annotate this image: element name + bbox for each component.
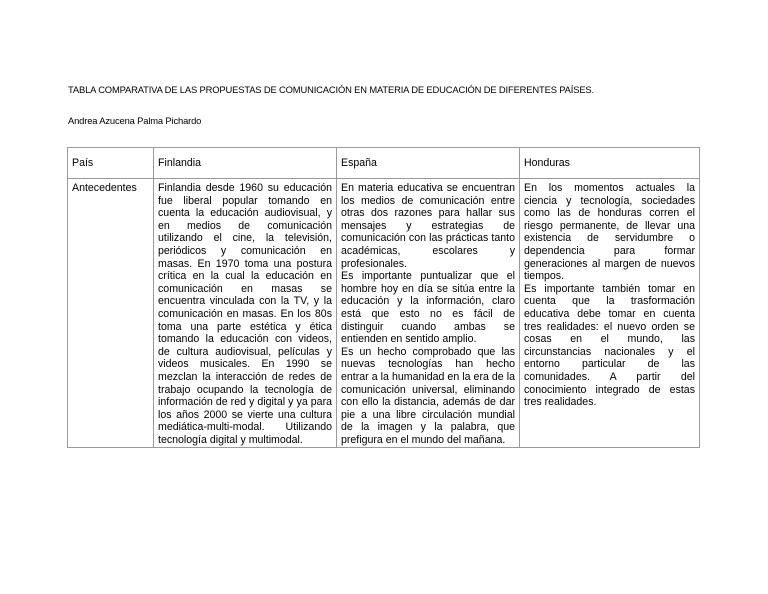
table-row-antecedentes	[68, 179, 700, 448]
comparison-table	[67, 147, 700, 448]
honduras-paragraph-2: Es importante también tomar en cuenta que la trasformación educativa debe tomar en cuenta tres realidades: el nuevo orden se cosas en el mundo, las circunstancias nacionales y el entorno particular de las comunidades. A partir del conocimiento integrado de estas tres realidades.	[524, 282, 695, 409]
cell-honduras	[520, 179, 700, 448]
row-label-antecedentes: Antecedentes	[68, 179, 154, 448]
espana-paragraph-1: En materia educativa se encuentran los medios de comunicación entre otras dos razones para hallar sus mensajes y estrategias de comunicación con las prácticas tanto académicas, escolares y profesionales.	[341, 182, 515, 270]
header-honduras: Honduras	[520, 148, 700, 179]
header-finlandia: Finlandia	[154, 148, 337, 179]
espana-paragraph-2: Es importante puntualizar que el hombre hoy en día se sitúa entre la educación y la información, claro está que esto no es fácil de distinguir cuando ambas se entienden en sentido amplio.	[341, 270, 515, 346]
cell-finlandia	[154, 179, 337, 448]
document-author: Andrea Azucena Palma Pichardo	[68, 115, 202, 126]
header-pais: País	[68, 148, 154, 179]
table-header-row	[68, 148, 700, 179]
finlandia-paragraph: Finlandia desde 1960 su educación fue liberal popular tomando en cuenta la educación audiovisual, y en medios de comunicación utilizando el cine, la televisión, periódicos y comunicación en masas. En 1970 toma una postura crítica en la cual la educación en comunicación en masas se encuentra vinculada con la TV, y la comunicación en masas. En los 80s toma una parte estética y ética tomando la educación con videos, de cultura audiovisual, películas y videos musicales. En 1990 se mezclan la interacción de redes de trabajo ocupando la tecnología de información de red y digital y ya para los años 2000 se vierte una cultura mediática-multi-modal. Utilizando tecnología digital y multimodal.	[158, 182, 332, 446]
cell-espana	[337, 179, 520, 448]
header-espana: España	[337, 148, 520, 179]
espana-paragraph-3: Es un hecho comprobado que las nuevas tecnologías han hecho entrar a la humanidad en la era de la comunicación universal, eliminando con ello la distancia, además de dar pie a una libre circulación mundial de la imagen y la palabra, que prefigura en el mundo del mañana.	[341, 345, 515, 446]
document-title: TABLA COMPARATIVA DE LAS PROPUESTAS DE COMUNICACIÓN EN MATERIA DE EDUCACIÓN DE DIFERENTES PAÍSES.	[68, 84, 594, 95]
honduras-paragraph-1: En los momentos actuales la ciencia y tecnología, sociedades como las de honduras corren el riesgo permanente, de llevar una existencia de servidumbre o dependencia para formar generaciones al margen de nuevos tiempos.	[524, 182, 695, 283]
